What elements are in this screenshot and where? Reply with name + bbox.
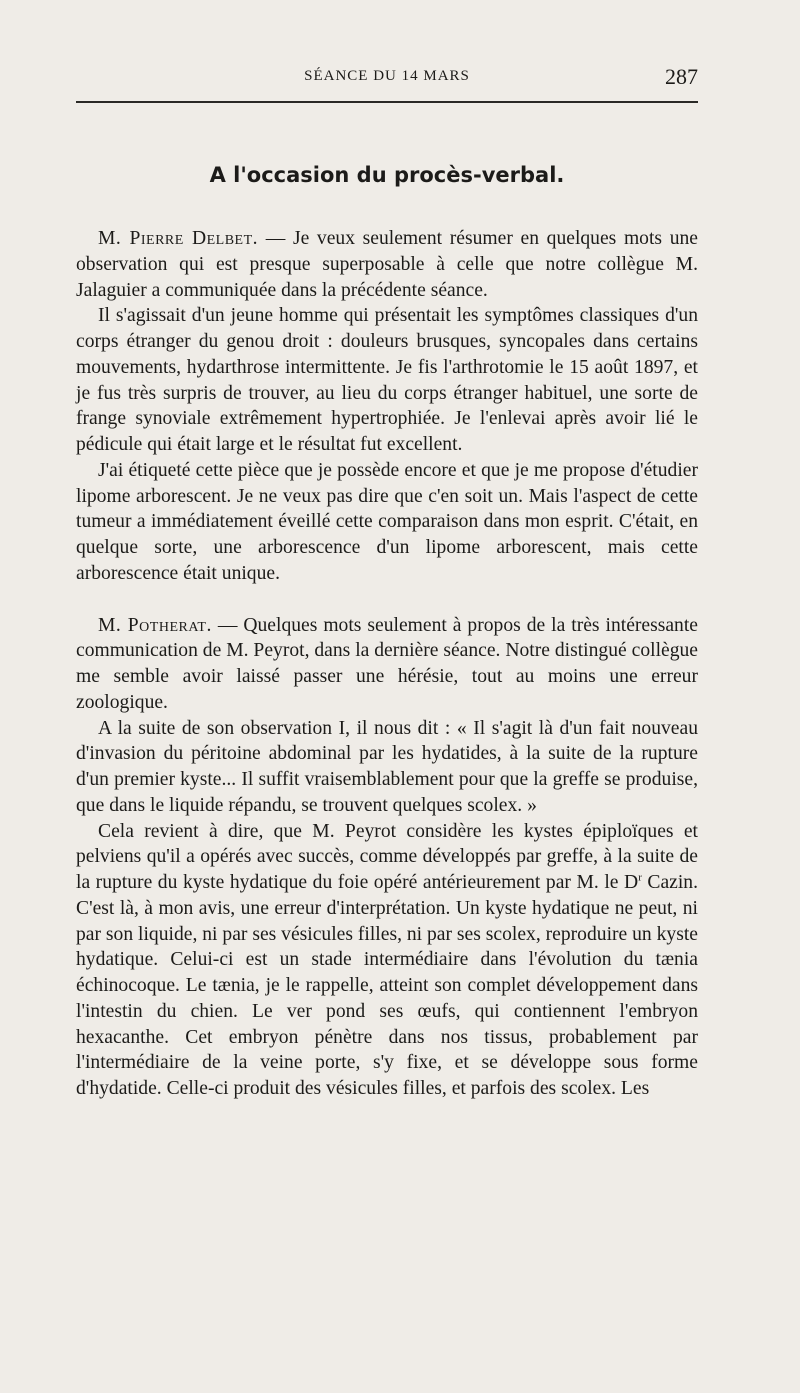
potherat-text-3a: Cela revient à dire, que M. Peyrot considère les kystes épiploïques et pelviens qu'il a opérés avec succès, comme développés par greffe, à la suite de la rupture du kyste hydatique du foie opéré antérieurement par M. le D	[76, 820, 698, 893]
delbet-paragraph-1	[76, 226, 698, 303]
running-head: SÉANCE DU 14 MARS	[304, 68, 470, 84]
delbet-text-1: — Je veux seulement résumer en quelques mots une observation qui est presque superposable à celle que notre collègue M. Jalaguier a communiquée dans la précédente séance.	[76, 228, 698, 301]
delbet-paragraph-2: Il s'agissait d'un jeune homme qui présentait les symptômes classiques d'un corps étranger du genou droit : douleurs brusques, syncopales dans certains mouvements, hydarthrose intermittente. Je fis l'arthrotomie le 15 août 1897, et je fus très surpris de trouver, au lieu du corps étranger habituel, une sorte de frange synoviale extrêmement hypertrophiée. Je l'enlevai après avoir lié le pédicule qui était large et le résultat fut excellent.	[76, 305, 698, 455]
page-number: 287	[665, 64, 698, 89]
page-header	[76, 64, 698, 94]
potherat-text-1: — Quelques mots seulement à propos de la très intéressante communication de M. Peyrot, dans la dernière séance. Notre distingué collègue me semble avoir laissé passer une hérésie, tout au moins une erreur zoologique.	[76, 614, 698, 713]
section-title: A l'occasion du procès-verbal.	[209, 163, 565, 187]
delbet-paragraph-3: J'ai étiqueté cette pièce que je possède encore et que je me propose d'étudier lipome arborescent. Je ne veux pas dire que c'en soit un. Mais l'aspect de cette tumeur a immédiatement éveillé cette comparaison dans mon esprit. C'était, en quelque sorte, une arborescence d'un lipome arborescent, mais cette arborescence était unique.	[76, 459, 698, 584]
doctor-abbrev-sup: r	[638, 871, 642, 884]
potherat-paragraph-1	[76, 613, 698, 716]
speaker-potherat: M. Potherat.	[98, 614, 212, 636]
speaker-delbet: M. Pierre Delbet.	[98, 228, 259, 249]
potherat-paragraph-2: A la suite de son observation I, il nous dit : « Il s'agit là d'un fait nouveau d'invasion du péritoine abdominal par les hydatides, à la suite de la rupture d'un premier kyste... Il suffit vraisemblablement pour que la greffe se produise, que dans le liquide répandu, se trouvent quelques scolex. »	[76, 717, 698, 816]
header-rule	[76, 101, 698, 103]
section-gap	[76, 587, 698, 613]
potherat-text-3b: Cazin. C'est là, à mon avis, une erreur d'interprétation. Un kyste hydatique ne peut, ni par son liquide, ni par ses vésicules filles, ni par ses scolex, reproduire un kyste hydatique. Celui-ci est un stade intermédiaire dans l'évolution du tænia échinocoque. Le tænia, je le rappelle, atteint son complet développement dans l'intestin du chien. Le ver pond ses œufs, qui contiennent l'embryon hexacanthe. Cet embryon pénètre dans nos tissus, probablement par l'intermédiaire de la veine porte, s'y fixe, et se développe sous forme d'hydatide. Celle-ci produit des vésicules filles, et parfois des scolex. Les	[76, 872, 699, 1099]
body-text	[76, 226, 698, 1102]
potherat-paragraph-3	[76, 819, 698, 1102]
